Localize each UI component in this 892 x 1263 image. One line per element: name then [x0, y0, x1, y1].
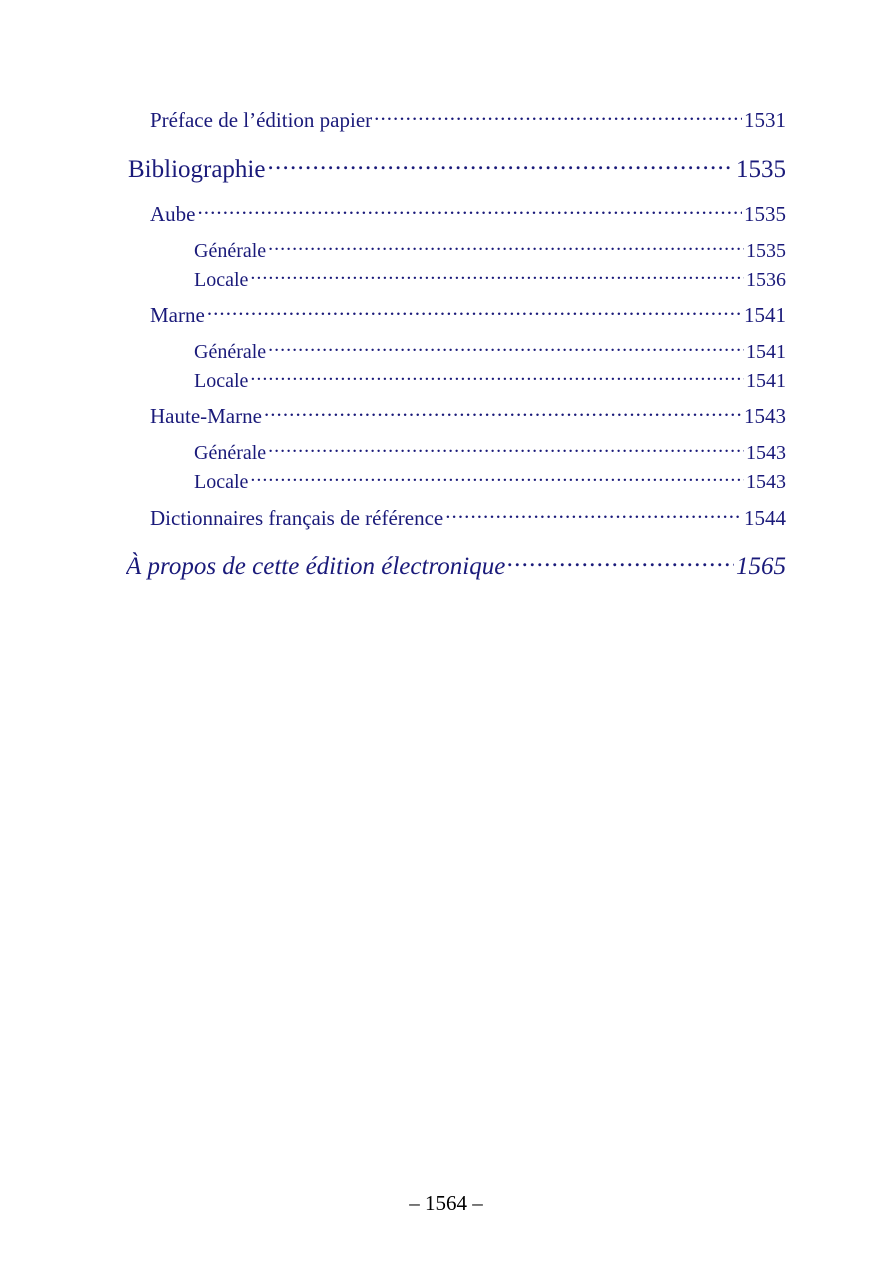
toc-entry-bibliographie[interactable] [128, 152, 786, 184]
toc-entry-preface[interactable] [150, 106, 786, 133]
toc-entry-page: 1541 [746, 341, 786, 363]
toc-entry-aube-locale[interactable] [194, 266, 786, 292]
toc-entry-label: Préface de l’édition papier [150, 108, 373, 132]
toc-entry-label: Haute-Marne [150, 404, 262, 428]
toc-entry-label: Générale [194, 240, 267, 262]
dot-leader [207, 301, 742, 322]
toc-entry-label: Locale [194, 471, 249, 493]
toc-entry-haute-marne-locale[interactable] [194, 468, 786, 494]
toc-entry-a-propos[interactable] [126, 549, 786, 581]
toc-entry-label: À propos de cette édition électronique [126, 553, 506, 580]
dot-leader [250, 266, 744, 286]
toc-entry-label: Générale [194, 341, 267, 363]
dot-leader [250, 468, 744, 488]
toc-entry-page: 1565 [736, 553, 786, 580]
toc-entry-haute-marne[interactable] [150, 402, 786, 429]
toc-entry-label: Dictionnaires français de référence [150, 506, 444, 530]
toc-entry-page: 1535 [736, 156, 786, 183]
toc-entry-page: 1543 [744, 404, 786, 428]
dot-leader [250, 367, 744, 387]
toc-entry-label: Bibliographie [128, 156, 266, 183]
toc-entry-page: 1544 [744, 506, 786, 530]
dot-leader [198, 200, 743, 221]
toc-entry-dictionnaires[interactable] [150, 504, 786, 531]
toc-entry-label: Locale [194, 370, 249, 392]
toc-entry-page: 1543 [746, 471, 786, 493]
toc-entry-label: Aube [150, 202, 196, 226]
dot-leader [507, 549, 734, 574]
dot-leader [268, 237, 744, 257]
dot-leader [374, 106, 742, 127]
toc-entry-page: 1535 [744, 202, 786, 226]
toc-entry-label: Marne [150, 303, 205, 327]
toc-entry-haute-marne-generale[interactable] [194, 439, 786, 465]
toc-entry-marne-generale[interactable] [194, 338, 786, 364]
toc-entry-aube[interactable] [150, 200, 786, 227]
page-number: – 1564 – [409, 1191, 483, 1215]
toc-entry-label: Générale [194, 442, 267, 464]
toc-entry-page: 1535 [746, 240, 786, 262]
toc-entry-marne-locale[interactable] [194, 367, 786, 393]
toc-entry-aube-generale[interactable] [194, 237, 786, 263]
toc-entry-page: 1531 [744, 108, 786, 132]
dot-leader [267, 152, 734, 177]
dot-leader [445, 504, 742, 525]
toc-entry-page: 1536 [746, 269, 786, 291]
dot-leader [264, 402, 742, 423]
toc-entry-label: Locale [194, 269, 249, 291]
dot-leader [268, 338, 744, 358]
toc-entry-marne[interactable] [150, 301, 786, 328]
toc-entry-page: 1543 [746, 442, 786, 464]
toc-entry-page: 1541 [746, 370, 786, 392]
toc-entry-page: 1541 [744, 303, 786, 327]
dot-leader [268, 439, 744, 459]
